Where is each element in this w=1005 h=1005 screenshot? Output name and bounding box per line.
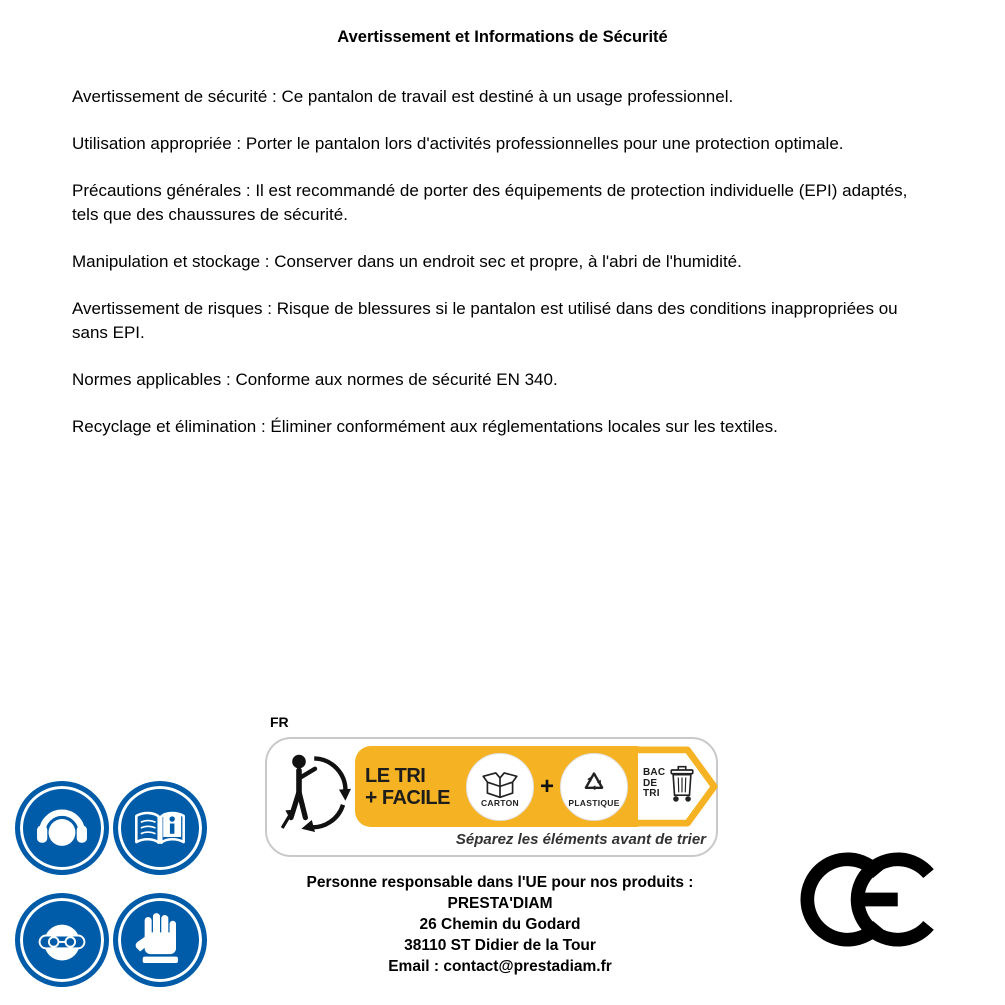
safety-paragraph: Recyclage et élimination : Éliminer conformément aux réglementations locales sur les textiles.	[72, 417, 778, 436]
company-name: PRESTA'DIAM	[447, 895, 553, 912]
tri-facile-logo	[365, 765, 461, 809]
mandatory-icons-grid	[15, 781, 207, 987]
waste-bin-icon	[668, 762, 696, 806]
facile-label: FACILE	[381, 786, 450, 809]
ce-mark-icon	[800, 852, 948, 947]
recycling-triangle-icon	[575, 766, 613, 800]
safety-paragraph: Manipulation et stockage : Conserver dans un endroit sec et propre, à l'abri de l'humidité.	[72, 252, 742, 271]
bac-de-tri-label: BAC DE TRI	[643, 767, 666, 800]
responsible-block	[250, 872, 750, 977]
bac-de-tri-chevron	[638, 746, 718, 827]
read-instruction-manual-icon	[113, 781, 207, 875]
ce-marking	[800, 852, 948, 952]
safety-paragraph: Utilisation appropriée : Porter le pantalon lors d'activités professionnelles pour une protection optimale.	[72, 134, 844, 153]
recycling-sorting-banner	[265, 737, 718, 857]
plastique-material-circle	[560, 753, 628, 821]
eye-protection-icon	[15, 893, 109, 987]
ear-protection-icon	[15, 781, 109, 875]
safety-paragraph: Précautions générales : Il est recommandé de porter des équipements de protection individuelle (EPI) adaptés, tels que des chaussures de sécurité.	[72, 181, 908, 224]
tri-facile-band	[355, 746, 638, 827]
safety-paragraph: Avertissement de sécurité : Ce pantalon de travail est destiné à un usage professionnel.	[72, 87, 734, 106]
sorting-caption: Séparez les éléments avant de trier	[455, 831, 706, 848]
plus-glyph: +	[365, 785, 377, 809]
plastique-label: PLASTIQUE	[568, 797, 620, 808]
page-title: Avertissement et Informations de Sécurité	[337, 28, 668, 46]
address-city: 38110 ST Didier de la Tour	[404, 937, 596, 954]
carton-label: CARTON	[480, 797, 519, 808]
country-code-label: FR	[270, 714, 289, 730]
safety-paragraph: Avertissement de risques : Risque de blessures si le pantalon est utilisé dans des conditions inappropriées ou sans EPI.	[72, 299, 898, 342]
contact-email: Email : contact@prestadiam.fr	[388, 958, 612, 975]
carton-material-circle	[466, 753, 534, 821]
safety-document	[0, 0, 1005, 439]
safety-paragraph: Normes applicables : Conforme aux normes de sécurité EN 340.	[72, 370, 558, 389]
plus-separator: +	[540, 772, 555, 800]
le-tri-label: LE TRI	[365, 764, 426, 787]
triman-icon	[279, 749, 351, 835]
protective-gloves-icon	[113, 893, 207, 987]
responsible-intro: Personne responsable dans l'UE pour nos produits :	[306, 874, 694, 891]
carton-box-icon	[479, 766, 521, 800]
address-street: 26 Chemin du Godard	[419, 916, 581, 933]
